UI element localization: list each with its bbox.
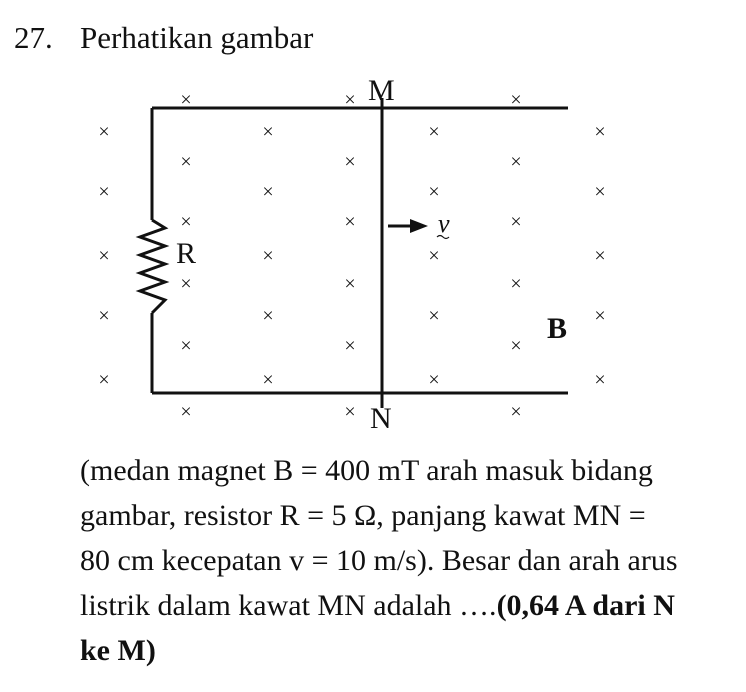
field-cross-mark: × <box>428 245 440 267</box>
label-M: M <box>368 74 395 107</box>
field-cross-mark: × <box>428 369 440 391</box>
field-cross-mark: × <box>428 121 440 143</box>
text-line-2: gambar, resistor R = 5 Ω, panjang kawat MN = <box>80 499 646 532</box>
field-marks <box>98 89 605 423</box>
field-cross-mark: × <box>344 401 356 423</box>
field-cross-mark: × <box>594 369 606 391</box>
field-cross-mark: × <box>510 401 522 423</box>
field-cross-mark: × <box>594 245 606 267</box>
problem-text <box>80 448 730 673</box>
answer-part-1: (0,64 A dari N <box>496 589 675 622</box>
field-cross-mark: × <box>344 89 356 111</box>
field-cross-mark: × <box>344 151 356 173</box>
field-cross-mark: × <box>510 273 522 295</box>
field-cross-mark: × <box>180 211 192 233</box>
question-title: Perhatikan gambar <box>80 20 314 55</box>
field-cross-mark: × <box>180 273 192 295</box>
label-R: R <box>176 237 197 270</box>
field-cross-mark: × <box>510 151 522 173</box>
field-cross-mark: × <box>262 121 274 143</box>
field-cross-mark: × <box>180 151 192 173</box>
field-cross-mark: × <box>262 369 274 391</box>
circuit-diagram <box>0 60 746 440</box>
field-cross-mark: × <box>180 89 192 111</box>
field-cross-mark: × <box>98 245 110 267</box>
field-cross-mark: × <box>510 89 522 111</box>
field-cross-mark: × <box>344 211 356 233</box>
field-cross-mark: × <box>594 181 606 203</box>
field-cross-mark: × <box>180 335 192 357</box>
field-cross-mark: × <box>428 305 440 327</box>
field-cross-mark: × <box>262 245 274 267</box>
field-cross-mark: × <box>180 401 192 423</box>
field-cross-mark: × <box>428 181 440 203</box>
field-cross-mark: × <box>262 305 274 327</box>
text-line-1: (medan magnet B = 400 mT arah masuk bidang <box>80 454 653 487</box>
field-cross-mark: × <box>344 273 356 295</box>
field-cross-mark: × <box>262 181 274 203</box>
label-v: v <box>438 209 450 238</box>
field-cross-mark: × <box>594 305 606 327</box>
resistor-symbol <box>140 220 165 313</box>
field-cross-mark: × <box>98 181 110 203</box>
velocity-arrowhead <box>410 219 428 233</box>
text-line-4 <box>80 583 730 628</box>
field-cross-mark: × <box>98 369 110 391</box>
field-cross-mark: × <box>510 211 522 233</box>
field-cross-mark: × <box>98 121 110 143</box>
text-line-3: 80 cm kecepatan v = 10 m/s). Besar dan arah arus <box>80 544 678 577</box>
label-B: B <box>547 312 568 345</box>
field-cross-mark: × <box>510 335 522 357</box>
field-cross-mark: × <box>98 305 110 327</box>
label-N: N <box>370 402 392 435</box>
field-cross-mark: × <box>344 335 356 357</box>
question-number: 27. <box>14 20 53 55</box>
answer-part-2: ke M) <box>80 634 156 667</box>
field-cross-mark: × <box>594 121 606 143</box>
text-line-4-plain: listrik dalam kawat MN adalah …. <box>80 589 497 622</box>
